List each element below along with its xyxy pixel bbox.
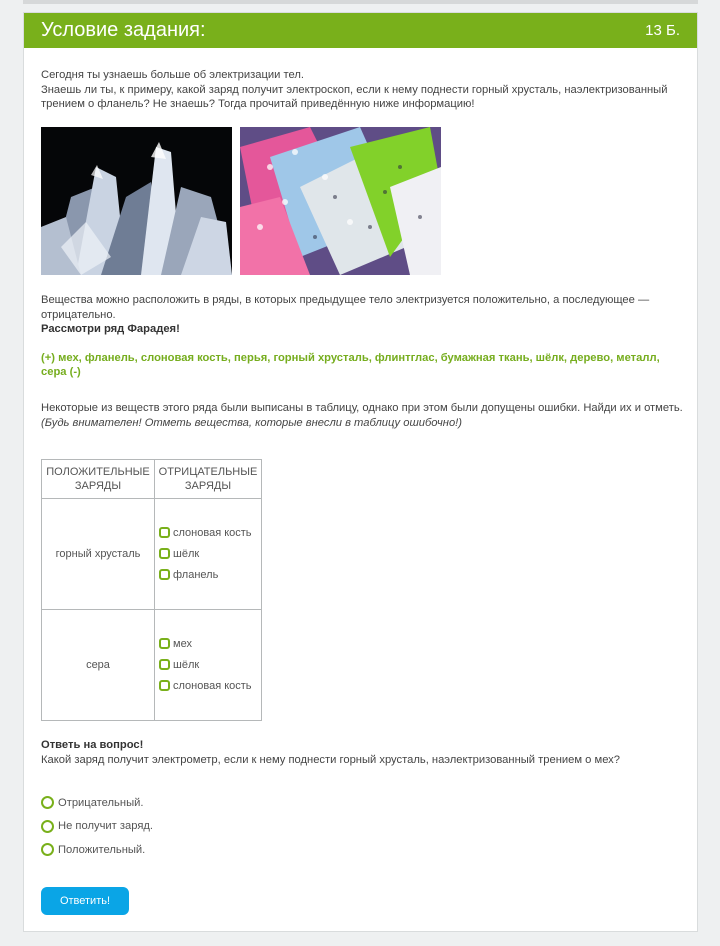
task-text: Некоторые из веществ этого ряда были выписаны в таблицу, однако при этом были допущены ошибки. Найди их и отметь. — [41, 402, 683, 414]
series-heading: Рассмотри ряд Фарадея! — [41, 323, 180, 335]
top-strip — [23, 0, 698, 4]
option-ivory[interactable] — [159, 679, 261, 694]
answer-positive[interactable] — [41, 838, 153, 862]
question-heading: Ответь на вопрос! — [41, 739, 144, 751]
task-header — [24, 13, 697, 48]
option-label: фланель — [173, 568, 219, 581]
intro-line-1: Сегодня ты узнаешь больше об электризации тел. — [41, 69, 304, 81]
crystal-image — [41, 127, 232, 275]
header-positive: ПОЛОЖИТЕЛЬНЫЕ ЗАРЯДЫ — [42, 460, 155, 499]
checkbox[interactable] — [159, 527, 170, 538]
radio-button[interactable] — [41, 820, 54, 833]
intro-line-2: Знаешь ли ты, к примеру, какой заряд получит электроскоп, если к нему поднести горный хрусталь, наэлектризованный трением о фланель? Не знаешь? Тогда прочитай приведённую ниже информацию! — [41, 83, 668, 110]
option-fur[interactable] — [159, 637, 261, 652]
checkbox[interactable] — [159, 548, 170, 559]
positive-cell: горный хрусталь — [42, 499, 155, 610]
option-label: мех — [173, 637, 192, 650]
options-cell — [155, 610, 262, 721]
answer-label: Положительный. — [58, 843, 146, 856]
series-description: Вещества можно расположить в ряды, в которых предыдущее тело электризуется положительно, а последующее — отрицательно. — [41, 294, 650, 321]
question-section — [41, 738, 686, 767]
option-label: слоновая кость — [173, 679, 252, 692]
faraday-section — [41, 293, 686, 380]
task-points: 13 Б. — [645, 22, 680, 39]
option-flannel[interactable] — [159, 568, 261, 583]
option-silk[interactable] — [159, 547, 261, 562]
task-card — [23, 12, 698, 932]
faraday-series: (+) мех, фланель, слоновая кость, перья, горный хрусталь, флинтглас, бумажная ткань, шёлк, дерево, металл, сера (-) — [41, 351, 660, 378]
flannel-image — [240, 127, 441, 275]
radio-button[interactable] — [41, 796, 54, 809]
answer-label: Не получит заряд. — [58, 820, 154, 833]
question-text: Какой заряд получит электрометр, если к нему поднести горный хрусталь, наэлектризованный трением о мех? — [41, 753, 620, 766]
task-title: Условие задания: — [41, 19, 206, 41]
positive-cell: сера — [42, 610, 155, 721]
charges-table — [41, 459, 262, 721]
header-negative: ОТРИЦАТЕЛЬНЫЕ ЗАРЯДЫ — [155, 460, 262, 499]
intro-text — [41, 68, 681, 112]
submit-button[interactable]: Ответить! — [41, 887, 129, 915]
answer-no-charge[interactable] — [41, 815, 153, 839]
option-ivory[interactable] — [159, 526, 261, 541]
task-section — [41, 401, 686, 430]
option-label: шёлк — [173, 547, 200, 560]
checkbox[interactable] — [159, 569, 170, 580]
checkbox[interactable] — [159, 659, 170, 670]
checkbox[interactable] — [159, 638, 170, 649]
radio-button[interactable] — [41, 843, 54, 856]
checkbox[interactable] — [159, 680, 170, 691]
option-label: слоновая кость — [173, 526, 252, 539]
answer-negative[interactable] — [41, 791, 153, 815]
option-label: шёлк — [173, 658, 200, 671]
option-silk[interactable] — [159, 658, 261, 673]
task-hint: (Будь внимателен! Отметь вещества, которые внесли в таблицу ошибочно!) — [41, 416, 463, 429]
answer-label: Отрицательный. — [58, 796, 144, 809]
options-cell — [155, 499, 262, 610]
answer-options — [41, 791, 153, 862]
